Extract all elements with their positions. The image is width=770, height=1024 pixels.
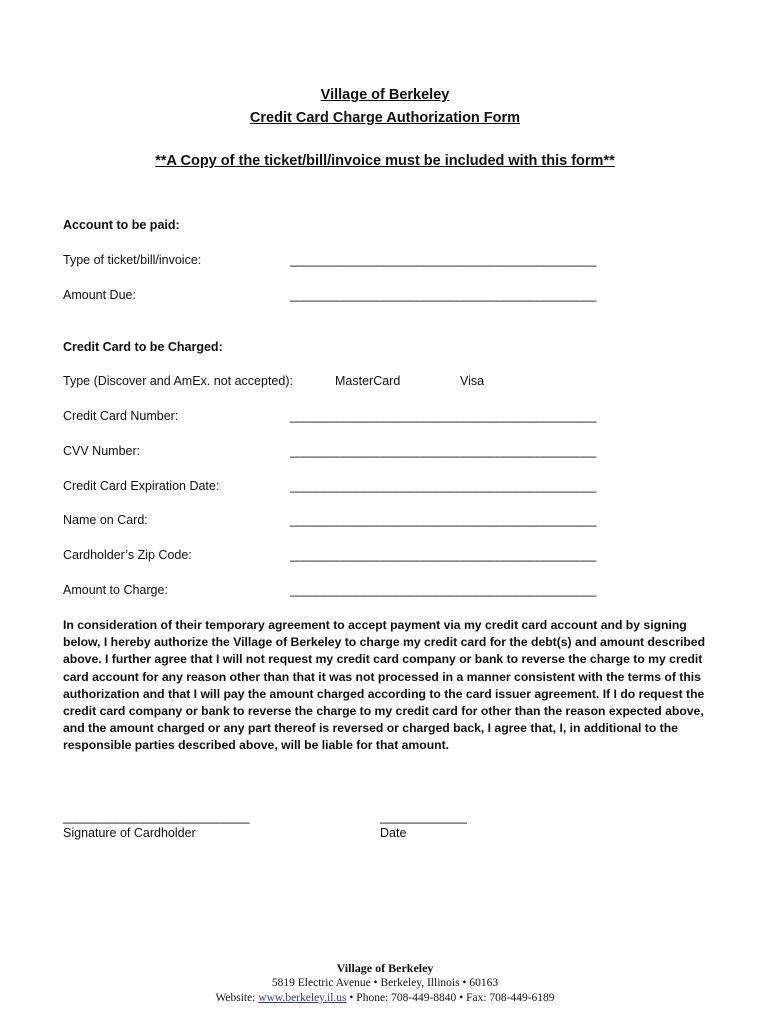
ticket-type-label: Type of ticket/bill/invoice: <box>63 253 202 267</box>
footer-website-prefix: Website: <box>215 992 259 1004</box>
signature-label: Signature of Cardholder <box>63 826 196 840</box>
expiration-field[interactable]: ______________________________________________ <box>290 479 596 493</box>
card-heading: Credit Card to be Charged: <box>63 340 223 354</box>
amount-to-charge-field[interactable]: ______________________________________________ <box>290 583 596 597</box>
signature-line[interactable]: ____________________________ <box>63 810 250 824</box>
footer-address: 5819 Electric Avenue • Berkeley, Illinois • 60163 <box>271 977 499 989</box>
account-heading: Account to be paid: <box>63 218 180 232</box>
card-number-field[interactable]: ______________________________________________ <box>290 409 596 423</box>
zip-code-label: Cardholder’s Zip Code: <box>63 548 192 562</box>
card-type-label: Type (Discover and AmEx. not accepted): <box>63 374 293 388</box>
card-option-visa[interactable]: Visa <box>460 374 485 388</box>
footer-contact-line <box>0 992 770 1004</box>
notice: **A Copy of the ticket/bill/invoice must be included with this form** <box>155 153 615 169</box>
org-title: Village of Berkeley <box>320 87 450 103</box>
footer-website-link[interactable]: www.berkeley.il.us <box>258 992 347 1004</box>
name-on-card-label: Name on Card: <box>63 513 148 527</box>
name-on-card-field[interactable]: ______________________________________________ <box>290 513 596 527</box>
amount-to-charge-label: Amount to Charge: <box>63 583 168 597</box>
zip-code-field[interactable]: ______________________________________________ <box>290 548 596 562</box>
form-title: Credit Card Charge Authorization Form <box>249 110 521 126</box>
footer-org: Village of Berkeley <box>336 961 434 975</box>
cvv-field[interactable]: ______________________________________________ <box>290 444 596 458</box>
ticket-type-field[interactable]: ______________________________________________ <box>290 253 596 267</box>
card-option-mastercard[interactable]: MasterCard <box>335 374 401 388</box>
card-number-label: Credit Card Number: <box>63 409 179 423</box>
expiration-label: Credit Card Expiration Date: <box>63 479 220 493</box>
amount-due-label: Amount Due: <box>63 288 136 302</box>
cvv-label: CVV Number: <box>63 444 141 458</box>
date-label: Date <box>380 826 407 840</box>
date-line[interactable]: _____________ <box>380 810 467 824</box>
amount-due-field[interactable]: ______________________________________________ <box>290 288 596 302</box>
authorization-text: In consideration of their temporary agreement to accept payment via my credit card account and by signing below, I hereby authorize the Village of Berkeley to charge my credit card for the debt(s) and amount described above. I further agree that I will not request my credit card company or bank to reverse the charge to my credit card account for any reason other than that it was not processed in a manner consistent with the terms of this authorization and that I will pay the amount charged according to the card issuer agreement. If I do request the credit card company or bank to reverse the charge to my credit card for other than the reason expected above, and the amount charged or any part thereof is reversed or charged back, I agree that, I, in additional to the responsible parties described above, will be liable for that amount. <box>63 618 706 753</box>
footer-contact: • Phone: 708-449-8840 • Fax: 708-449-6189 <box>346 992 555 1004</box>
